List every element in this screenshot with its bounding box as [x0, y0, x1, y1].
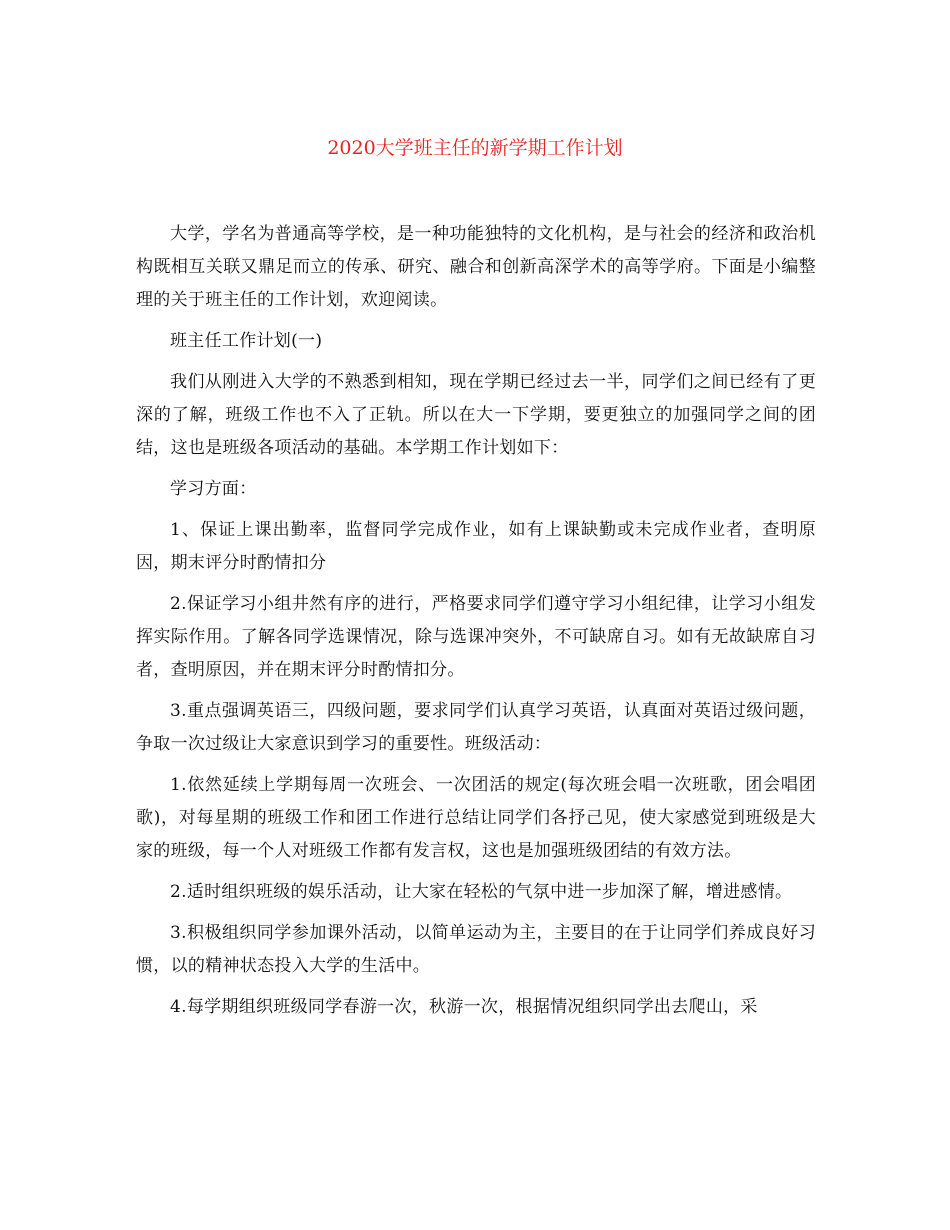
- list-item-activity-4: 4.每学期组织班级同学春游一次，秋游一次，根据情况组织同学出去爬山，采: [170, 997, 758, 1017]
- section-heading-study: 学习方面：: [170, 479, 257, 499]
- paragraph-intro: 大学，学名为普通高等学校，是一种功能独特的文化机构，是与社会的经济和政治机构既相互关联又鼎足而立的传承、研究、融合和创新高深学术的高等学府。下面是小编整理的关于班主任的工作计划，欢迎阅读。: [136, 224, 816, 310]
- list-item-study-2: 2.保证学习小组井然有序的进行，严格要求同学们遵守学习小组纪律，让学习小组发挥实际作用。了解各同学选课情况，除与选课冲突外，不可缺席自习。如有无故缺席自习者，查明原因，并在期末评分时酌情扣分。: [136, 594, 816, 680]
- list-item-activity-1: 1.依然延续上学期每周一次班会、一次团活的规定(每次班会唱一次班歌，团会唱团歌)，对每星期的班级工作和团工作进行总结让同学们各抒己见，使大家感觉到班级是大家的班级，每一个人对班级工作都有发言权，这也是加强班级团结的有效方法。: [136, 775, 816, 861]
- document-title: 2020大学班主任的新学期工作计划: [327, 137, 623, 159]
- list-item-study-1: 1、保证上课出勤率，监督同学完成作业，如有上课缺勤或未完成作业者，查明原因，期末评分时酌情扣分: [136, 520, 816, 573]
- section-heading-plan-one: 班主任工作计划(一): [170, 331, 323, 351]
- list-item-activity-2: 2.适时组织班级的娱乐活动，让大家在轻松的气氛中进一步加深了解，增进感情。: [170, 882, 793, 902]
- paragraph-plan-overview: 我们从刚进入大学的不熟悉到相知，现在学期已经过去一半，同学们之间已经有了更深的了解，班级工作也不入了正轨。所以在大一下学期，要更独立的加强同学之间的团结，这也是班级各项活动的基础。本学期工作计划如下：: [136, 372, 816, 458]
- list-item-activity-3: 3.积极组织同学参加课外活动，以简单运动为主，主要目的在于让同学们养成良好习惯，以的精神状态投入大学的生活中。: [136, 923, 816, 976]
- document-body: [136, 218, 816, 1032]
- list-item-study-3: 3.重点强调英语三，四级问题，要求同学们认真学习英语，认真面对英语过级问题，争取一次过级让大家意识到学习的重要性。班级活动：: [136, 701, 816, 754]
